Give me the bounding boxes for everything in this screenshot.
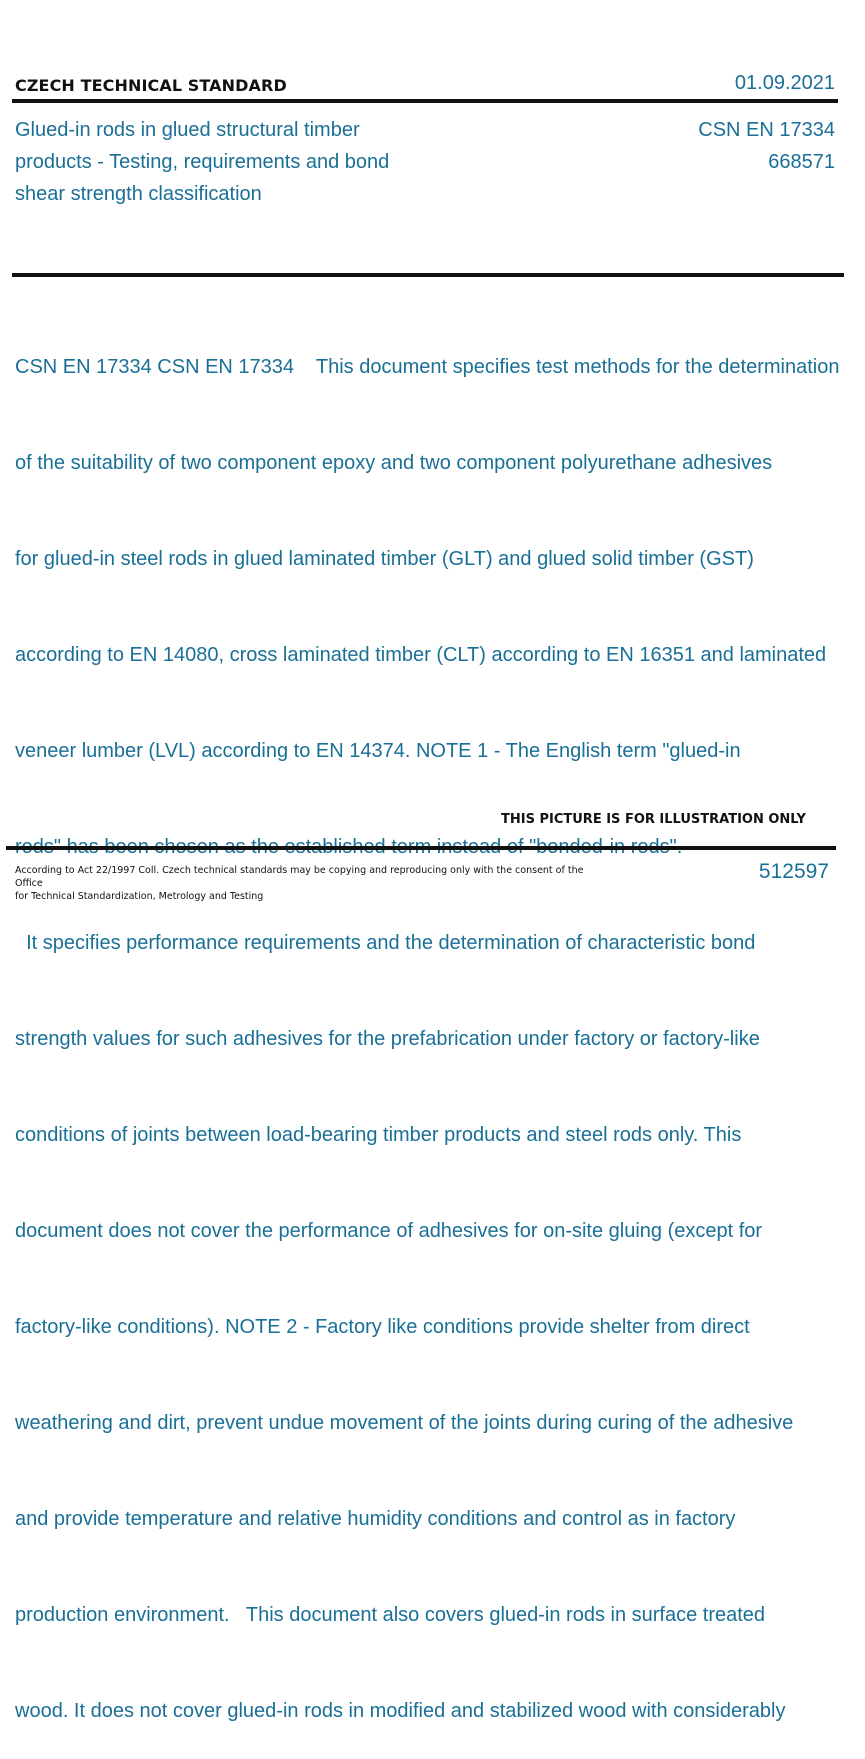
footer-line: According to Act 22/1997 Coll. Czech technical standards may be copying and reproducing only with the consent of the Office (15, 865, 584, 889)
illustration-note: THIS PICTURE IS FOR ILLUSTRATION ONLY (501, 812, 806, 827)
body-line: for glued-in steel rods in glued laminated timber (GLT) and glued solid timber (GST) (15, 548, 754, 570)
middle-rule (12, 273, 844, 277)
standard-title (15, 114, 445, 210)
body-line: factory-like conditions). NOTE 2 - Factory like conditions provide shelter from direct (15, 1316, 750, 1338)
body-line: document does not cover the performance of adhesives for on-site gluing (except for (15, 1220, 763, 1242)
body-line: strength values for such adhesives for the prefabrication under factory or factory-like (15, 1028, 760, 1050)
title-line: Glued-in rods in glued structural timber (15, 119, 360, 141)
header-label: CZECH TECHNICAL STANDARD (15, 76, 287, 95)
body-line: CSN EN 17334 CSN EN 17334 This document specifies test methods for the determination (15, 356, 840, 378)
body-line: wood. It does not cover glued-in rods in modified and stabilized wood with considerably (15, 1700, 786, 1722)
top-rule (12, 99, 838, 103)
body-line: It specifies performance requirements and the determination of characteristic bond (15, 932, 756, 954)
title-line: shear strength classification (15, 183, 262, 205)
body-line: weathering and dirt, prevent undue movement of the joints during curing of the adhesive (15, 1412, 794, 1434)
footer-line: for Technical Standardization, Metrology and Testing (15, 891, 264, 902)
standard-code: CSN EN 17334 (698, 119, 835, 141)
title-line: products - Testing, requirements and bond (15, 151, 390, 173)
body-line: veneer lumber (LVL) according to EN 14374. NOTE 1 - The English term "glued-in (15, 740, 741, 762)
body-line: and provide temperature and relative humidity conditions and control as in factory (15, 1508, 736, 1530)
body-line: of the suitability of two component epoxy and two component polyurethane adhesives (15, 452, 773, 474)
bottom-rule (6, 846, 836, 850)
body-text (15, 287, 865, 1759)
body-line: production environment. This document also covers glued-in rods in surface treated (15, 1604, 766, 1626)
body-line: conditions of joints between load-bearing timber products and steel rods only. This (15, 1124, 742, 1146)
header-date: 01.09.2021 (734, 72, 835, 94)
standard-number: 668571 (768, 151, 835, 173)
standard-codes (698, 114, 835, 178)
footer-legal-text (15, 864, 595, 903)
footer-id: 512597 (758, 860, 829, 883)
body-line: according to EN 14080, cross laminated timber (CLT) according to EN 16351 and laminated (15, 644, 827, 666)
